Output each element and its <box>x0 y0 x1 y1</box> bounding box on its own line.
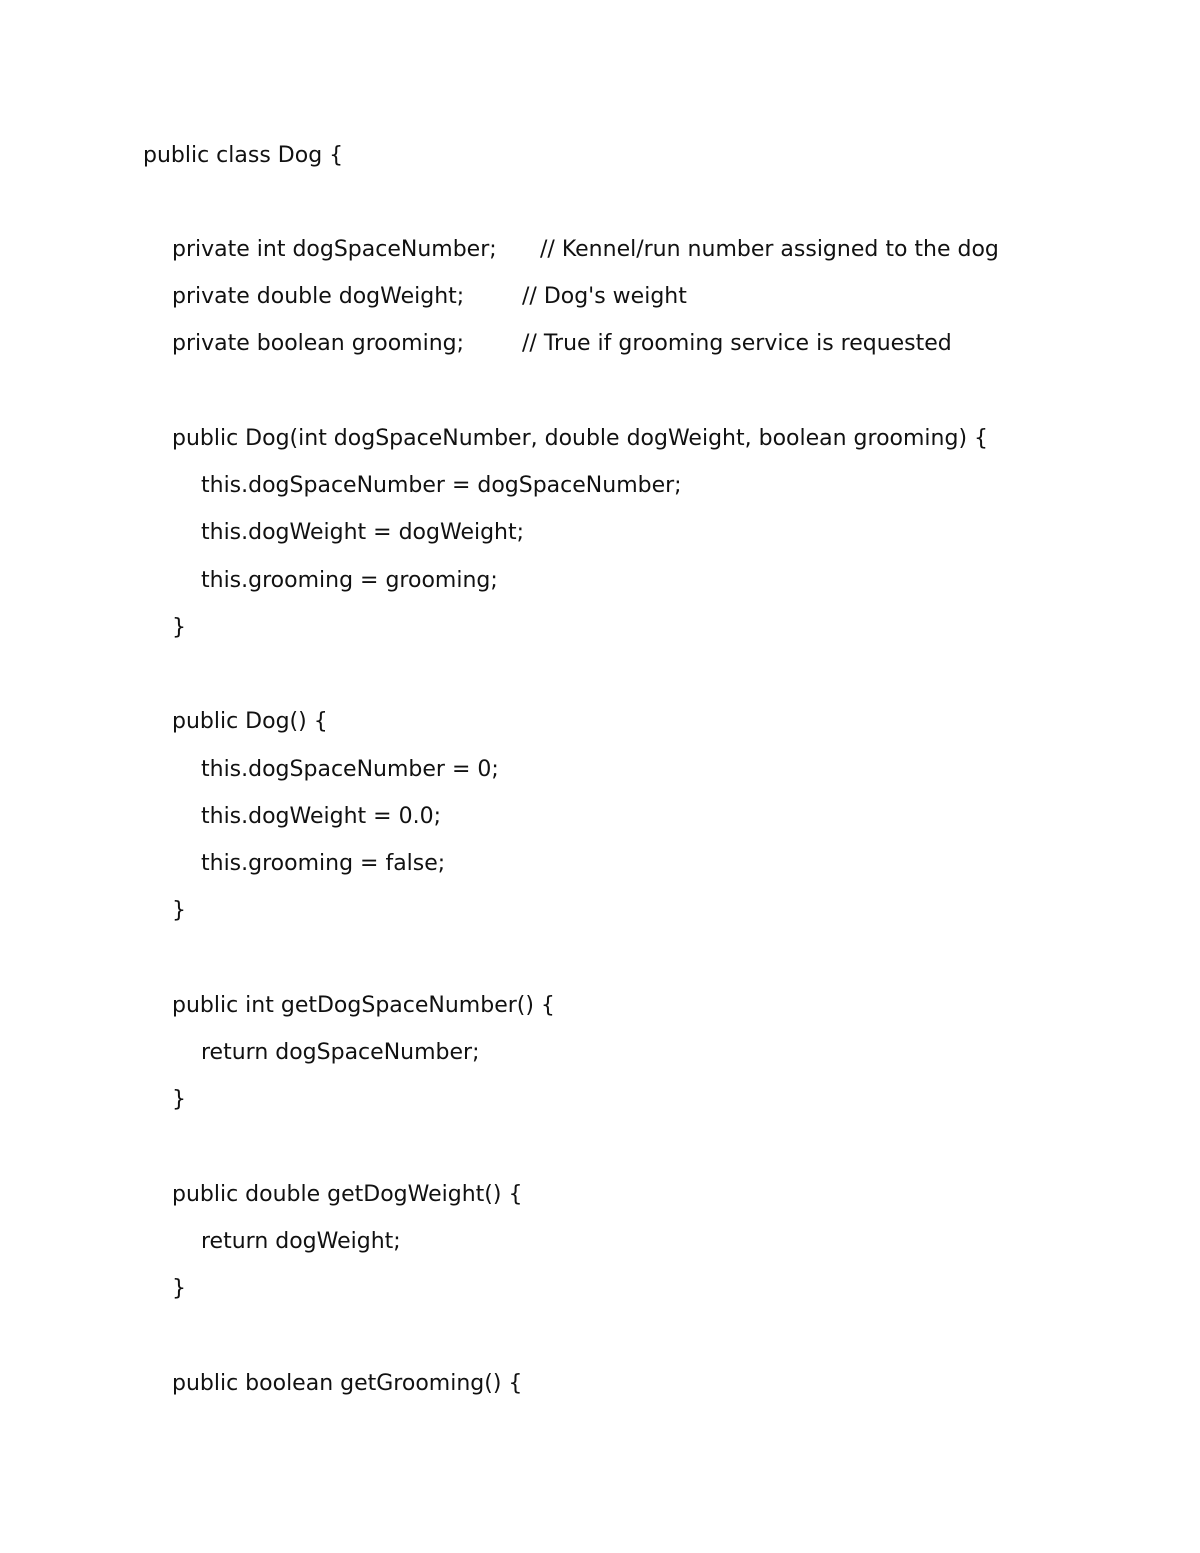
code-text: this.grooming = grooming; <box>201 568 498 593</box>
code-text: } <box>172 615 186 640</box>
code-text: this.grooming = false; <box>201 851 446 876</box>
code-text: } <box>172 1087 186 1112</box>
code-text: this.dogSpaceNumber = 0; <box>201 757 499 782</box>
code-line-closing-brace <box>172 617 200 683</box>
code-line-return-space-number <box>201 1040 480 1108</box>
code-line-field-grooming <box>172 331 952 421</box>
code-line-class-declaration <box>143 143 344 211</box>
code-text: this.dogSpaceNumber = dogSpaceNumber; <box>201 473 682 498</box>
code-text: public Dog() { <box>172 709 328 734</box>
code-text: return dogWeight; <box>201 1229 401 1254</box>
code-text: private double dogWeight; <box>172 284 465 309</box>
code-comment: // Dog's weight <box>522 284 687 309</box>
code-text: this.dogWeight = 0.0; <box>201 804 441 829</box>
code-line-assign-grooming <box>201 568 498 636</box>
code-line-closing-brace <box>172 1089 200 1155</box>
code-line-default-grooming <box>201 851 446 919</box>
code-comment: // True if grooming service is requested <box>522 331 952 356</box>
code-line-return-weight <box>201 1229 401 1297</box>
code-text: public double getDogWeight() { <box>172 1182 523 1207</box>
code-text: public int getDogSpaceNumber() { <box>172 993 555 1018</box>
code-text: this.dogWeight = dogWeight; <box>201 520 525 545</box>
code-text: public boolean getGrooming() { <box>172 1371 523 1396</box>
code-text: private boolean grooming; <box>172 331 465 356</box>
code-line-closing-brace <box>172 900 200 966</box>
code-line-get-grooming <box>172 1371 523 1439</box>
code-text: } <box>172 898 186 923</box>
code-line-default-constructor <box>172 709 328 777</box>
code-text: } <box>172 1276 186 1301</box>
code-text: private int dogSpaceNumber; <box>172 237 497 262</box>
code-text: public Dog(int dogSpaceNumber, double dogWeight, boolean grooming) { <box>172 426 989 451</box>
code-text: return dogSpaceNumber; <box>201 1040 480 1065</box>
code-line-closing-brace <box>172 1278 200 1344</box>
code-comment: // Kennel/run number assigned to the dog <box>540 237 999 262</box>
code-text: public class Dog { <box>143 143 344 168</box>
